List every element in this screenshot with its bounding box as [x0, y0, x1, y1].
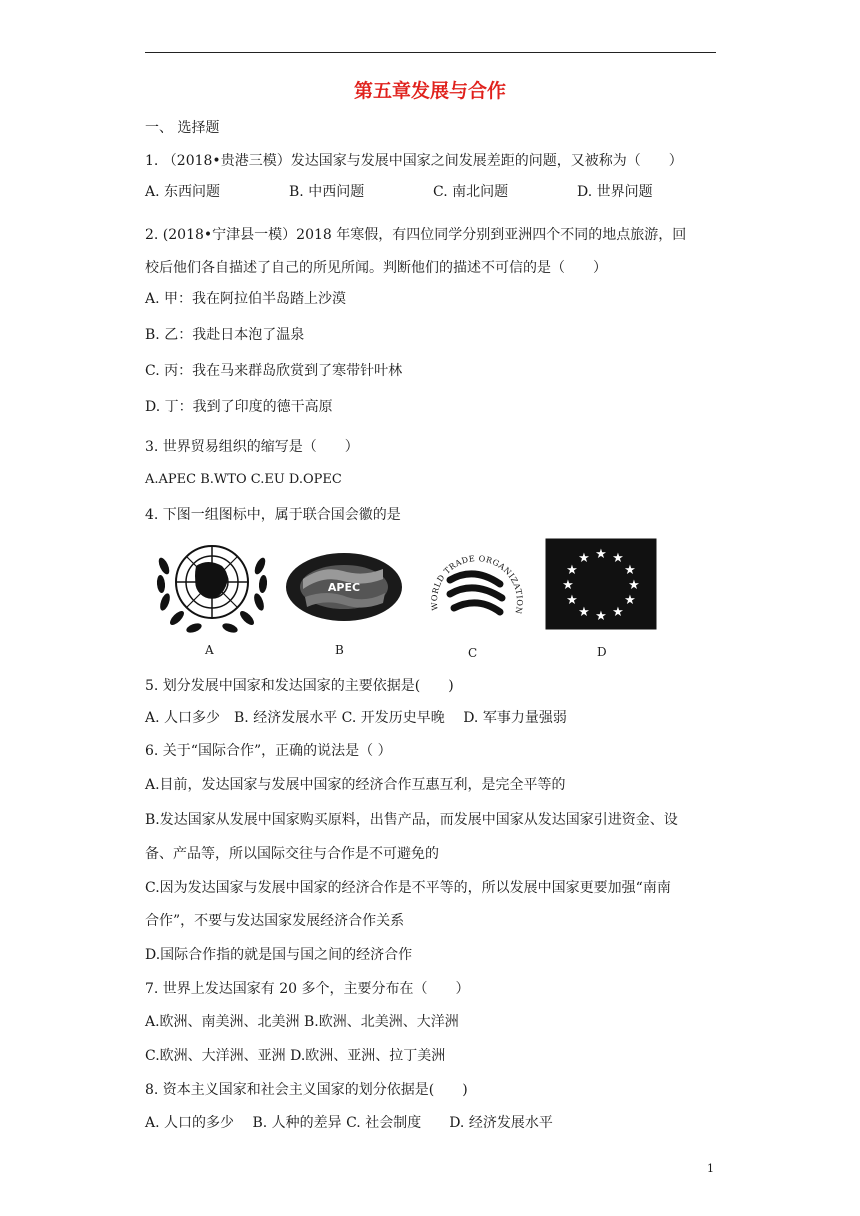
question-1-option-a: A. 东西问题 — [145, 184, 221, 200]
question-6-option-a: A.目前，发达国家与发展中国家的经济合作互惠互利，是完全平等的 — [145, 777, 566, 793]
svg-text:★: ★ — [578, 551, 590, 566]
question-4-stem: 4. 下图一组图标中，属于联合国会徽的是 — [145, 507, 401, 523]
apec-logo-text: APEC — [327, 581, 361, 594]
question-1-option-b: B. 中西问题 — [289, 184, 365, 200]
svg-text:★: ★ — [628, 578, 640, 593]
question-5-stem: 5. 划分发展中国家和发达国家的主要依据是( ) — [145, 678, 454, 694]
question-3-options: A.APEC B.WTO C.EU D.OPEC — [145, 472, 342, 487]
svg-text:★: ★ — [595, 547, 607, 562]
svg-text:★: ★ — [566, 563, 578, 578]
question-2-stem-line2: 校后他们各自描述了自己的所见所闻。判断他们的描述不可信的是（ ） — [145, 260, 607, 276]
page-number: 1 — [707, 1162, 714, 1175]
question-7-options-cd: C.欧洲、大洋洲、亚洲 D.欧洲、亚洲、拉丁美洲 — [145, 1048, 446, 1064]
logo-label-c: C — [468, 646, 478, 660]
un-emblem-logo — [152, 536, 272, 640]
svg-text:★: ★ — [595, 609, 607, 624]
wto-logo-text: WORLD TRADE ORGANIZATION — [429, 554, 525, 616]
question-6-option-b-line1: B.发达国家从发展中国家购买原料，出售产品，而发展中国家从发达国家引进资金、设 — [145, 812, 678, 828]
question-1-stem: 1. （2018•贵港三模）发达国家与发展中国家之间发展差距的问题，又被称为（ ） — [145, 153, 683, 169]
question-2-option-c: C. 丙：我在马来群岛欣赏到了寒带针叶林 — [145, 363, 403, 379]
page-title: 第五章发展与合作 — [353, 80, 506, 102]
apec-logo — [283, 551, 405, 627]
svg-text:★: ★ — [624, 593, 636, 608]
question-6-option-d: D.国际合作指的就是国与国之间的经济合作 — [145, 947, 413, 963]
wto-logo — [424, 540, 528, 644]
eu-flag-logo — [545, 538, 657, 634]
question-2-stem-line1: 2. (2018•宁津县一模）2018 年寒假，有四位同学分别到亚洲四个不同的地点旅游，回 — [145, 227, 687, 243]
svg-text:★: ★ — [612, 551, 624, 566]
header-rule — [145, 52, 716, 53]
svg-text:★: ★ — [566, 593, 578, 608]
logo-label-a: A — [205, 643, 214, 657]
svg-text:★: ★ — [612, 605, 624, 620]
question-6-option-b-line2: 备、产品等，所以国际交往与合作是不可避免的 — [145, 846, 439, 862]
logo-label-b: B — [335, 643, 344, 657]
svg-text:★: ★ — [562, 578, 574, 593]
question-6-option-c-line2: 合作”，不要与发达国家发展经济合作关系 — [145, 913, 405, 929]
question-8-options: A. 人口的多少 B. 人种的差异 C. 社会制度 D. 经济发展水平 — [145, 1115, 553, 1131]
question-1-option-d: D. 世界问题 — [577, 184, 653, 200]
question-2-option-d: D. 丁：我到了印度的德干高原 — [145, 399, 333, 415]
question-5-options: A. 人口多少 B. 经济发展水平 C. 开发历史早晚 D. 军事力量强弱 — [145, 710, 567, 726]
question-8-stem: 8. 资本主义国家和社会主义国家的划分依据是( ) — [145, 1082, 468, 1098]
question-6-option-c-line1: C.因为发达国家与发展中国家的经济合作是不平等的，所以发展中国家更要加强“南南 — [145, 880, 671, 896]
logo-label-d: D — [597, 645, 607, 659]
question-6-stem: 6. 关于“国际合作”，正确的说法是（ ） — [145, 743, 392, 759]
section-heading: 一、 选择题 — [145, 120, 220, 136]
svg-text:★: ★ — [578, 605, 590, 620]
svg-text:★: ★ — [624, 563, 636, 578]
question-7-options-ab: A.欧洲、南美洲、北美洲 B.欧洲、北美洲、大洋洲 — [145, 1014, 459, 1030]
question-1-option-c: C. 南北问题 — [433, 184, 509, 200]
question-2-option-b: B. 乙：我赴日本泡了温泉 — [145, 327, 305, 343]
question-2-option-a: A. 甲：我在阿拉伯半岛踏上沙漠 — [145, 291, 347, 307]
question-3-stem: 3. 世界贸易组织的缩写是（ ） — [145, 439, 359, 455]
question-7-stem: 7. 世界上发达国家有 20 多个，主要分布在（ ） — [145, 981, 470, 997]
